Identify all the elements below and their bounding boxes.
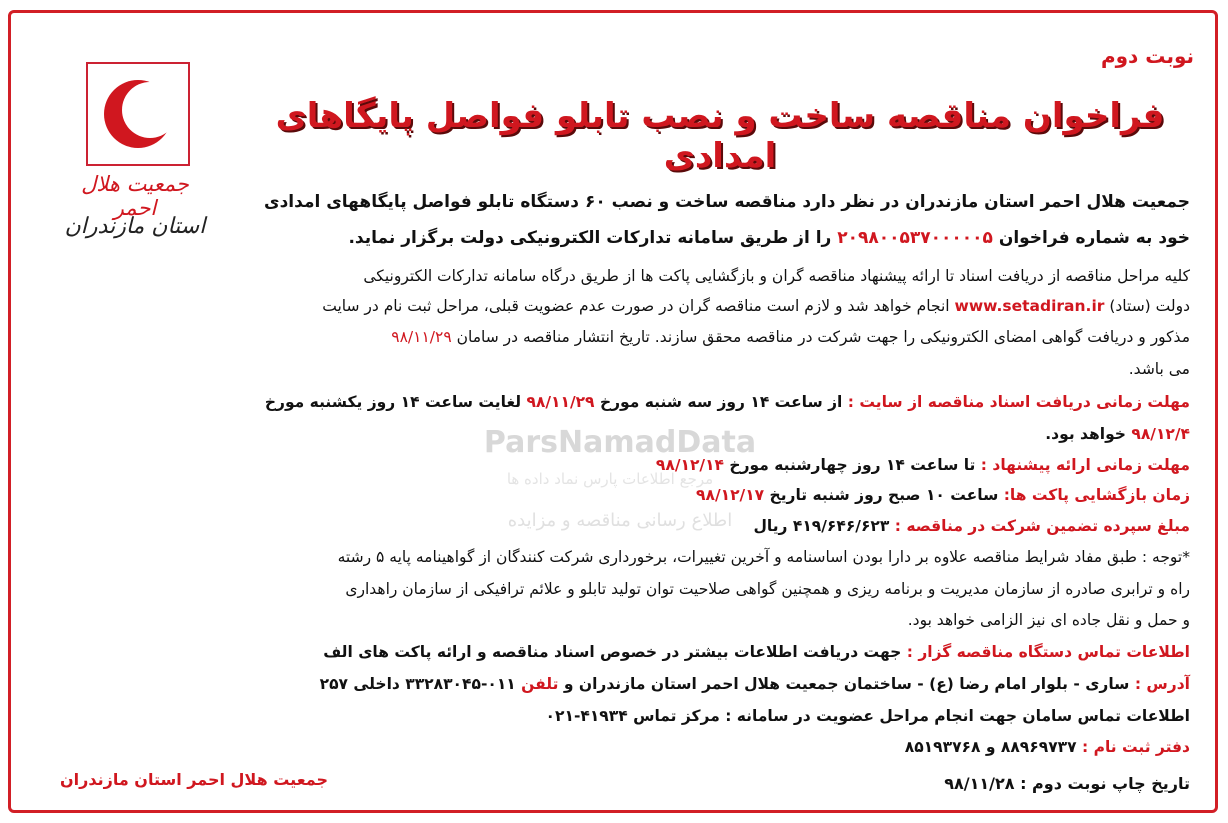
address-line <box>320 675 1190 693</box>
address-label: آدرس : <box>1134 675 1190 693</box>
print-date-line <box>944 774 1190 793</box>
contact-text: جهت دریافت اطلاعات بیشتر در خصوص اسناد مناقصه و ارائه پاکت های الف <box>323 643 902 661</box>
body-line-1: کلیه مراحل مناقصه از دریافت اسناد تا ارائه پیشنهاد مناقصه گران و بازگشایی پاکت ها از طریق درگاه سامانه تدارکات الکترونیکی <box>363 267 1190 285</box>
setad-contact: اطلاعات تماس سامان جهت انجام مراحل عضویت در سامانه : مرکز تماس ۴۱۹۳۴-۰۲۱ <box>545 707 1190 725</box>
watermark-line2: اطلاع رسانی مناقصه و مزایده <box>507 510 733 531</box>
body-line-4: می باشد. <box>1128 360 1190 378</box>
issuer-name: جمعیت هلال احمر استان مازندران <box>60 770 328 789</box>
opening-date: ۹۸/۱۲/۱۷ <box>696 486 765 504</box>
print-label: تاریخ چاپ نوبت دوم : <box>1020 774 1190 793</box>
intro-suffix: را از طریق سامانه تدارکات الکترونیکی دولت برگزار نماید. <box>348 228 832 248</box>
opening-label: زمان بازگشایی پاکت ها: <box>1003 486 1190 504</box>
registry-numbers: ۸۸۹۶۹۷۳۷ و ۸۵۱۹۳۷۶۸ <box>904 738 1077 756</box>
offer-text: تا ساعت ۱۴ روز چهارشنبه مورخ <box>729 456 976 474</box>
docs-text-b: لغایت ساعت ۱۴ روز یکشنبه مورخ <box>264 393 522 411</box>
intro-prefix: خود به شماره فراخوان <box>998 228 1190 248</box>
intro-line-1: جمعیت هلال احمر استان مازندران در نظر دارد مناقصه ساخت و نصب ۶۰ دستگاه تابلو فواصل پایگاههای امدادی <box>264 192 1190 212</box>
offer-date: ۹۸/۱۲/۱۴ <box>655 456 725 474</box>
registry-label: دفتر ثبت نام : <box>1081 738 1190 756</box>
address-text: ساری - بلوار امام رضا (ع) - ساختمان جمعیت هلال احمر استان مازندران و <box>563 675 1130 693</box>
publish-date: ۹۸/۱۱/۲۹ <box>391 328 452 346</box>
opening-time <box>696 486 1190 504</box>
offer-label: مهلت زمانی ارائه پیشنهاد : <box>980 456 1190 474</box>
deposit-label: مبلغ سپرده تضمین شرکت در مناقصه : <box>894 517 1190 535</box>
print-date: ۹۸/۱۱/۲۸ <box>944 774 1015 793</box>
intro-line-2 <box>348 228 1190 248</box>
setad-link[interactable]: www.setadiran.ir <box>954 297 1105 315</box>
docs-date-from: ۹۸/۱۱/۲۹ <box>526 393 595 411</box>
watermark-line1: مرجع اطلاعات پارس نماد داده ها <box>506 470 714 488</box>
phone-label: تلفن <box>521 675 559 693</box>
body-line-3 <box>391 328 1190 346</box>
registry-line <box>905 738 1190 756</box>
docs-text-a: از ساعت ۱۴ روز سه شنبه مورخ <box>599 393 843 411</box>
docs-deadline-end <box>1045 425 1190 443</box>
docs-text-c: خواهد بود. <box>1045 425 1126 443</box>
tender-number: ۲۰۹۸۰۰۵۳۷۰۰۰۰۰۵ <box>837 228 993 248</box>
phone-number: ۰۱۱-۳۳۲۸۳۰۴۵ داخلی ۲۵۷ <box>319 675 516 693</box>
offer-deadline <box>656 456 1190 474</box>
crescent-icon <box>88 64 188 164</box>
docs-label: مهلت زمانی دریافت اسناد مناقصه از سایت : <box>847 393 1190 411</box>
deposit <box>753 517 1190 535</box>
body-setad: دولت (ستاد) <box>1109 297 1190 315</box>
red-crescent-logo <box>86 62 190 166</box>
ad-title: فراخوان مناقصه ساخت و نصب تابلو فواصل پایگاهای امدادی <box>275 96 1165 176</box>
watermark-brand: ParsNamadData <box>483 425 757 460</box>
logo-province: استان مازندران <box>64 214 206 239</box>
note-line-3: و حمل و نقل جاده ای نیز الزامی خواهد بود. <box>907 611 1190 629</box>
docs-deadline <box>265 393 1190 411</box>
body-line-2 <box>322 297 1190 315</box>
body-line-2-rest: انجام خواهد شد و لازم است مناقصه گران در صورت عدم عضویت قبلی، مراحل ثبت نام در سایت <box>322 297 950 315</box>
round-label: نوبت دوم <box>1100 44 1194 68</box>
contact-info <box>323 643 1190 661</box>
deposit-amount: ۴۱۹/۶۴۶/۶۲۳ ریال <box>753 517 890 535</box>
contact-label: اطلاعات تماس دستگاه مناقصه گزار : <box>906 643 1190 661</box>
note-line-1: *توجه : طبق مفاد شرایط مناقصه علاوه بر دارا بودن اساسنامه و آخرین تغییرات، برخورداری شرکت کنندگان از گواهینامه پایه ۵ رشته <box>337 548 1190 566</box>
docs-date-to: ۹۸/۱۲/۴ <box>1131 425 1190 443</box>
logo-org-name: جمعیت هلال احمر <box>81 172 189 220</box>
note-line-2: راه و ترابری صادره از سازمان مدیریت و برنامه ریزی و همچنین گواهی صلاحیت توان تولید تابلو و علائم ترافیکی از سازمان راهداری <box>345 580 1190 598</box>
opening-text: ساعت ۱۰ صبح روز شنبه تاریخ <box>769 486 999 504</box>
body-line-3-text: مذکور و دریافت گواهی امضای الکترونیکی را جهت شرکت در مناقصه محقق سازند. تاریخ انتشار مناقصه در سامان <box>456 328 1190 346</box>
